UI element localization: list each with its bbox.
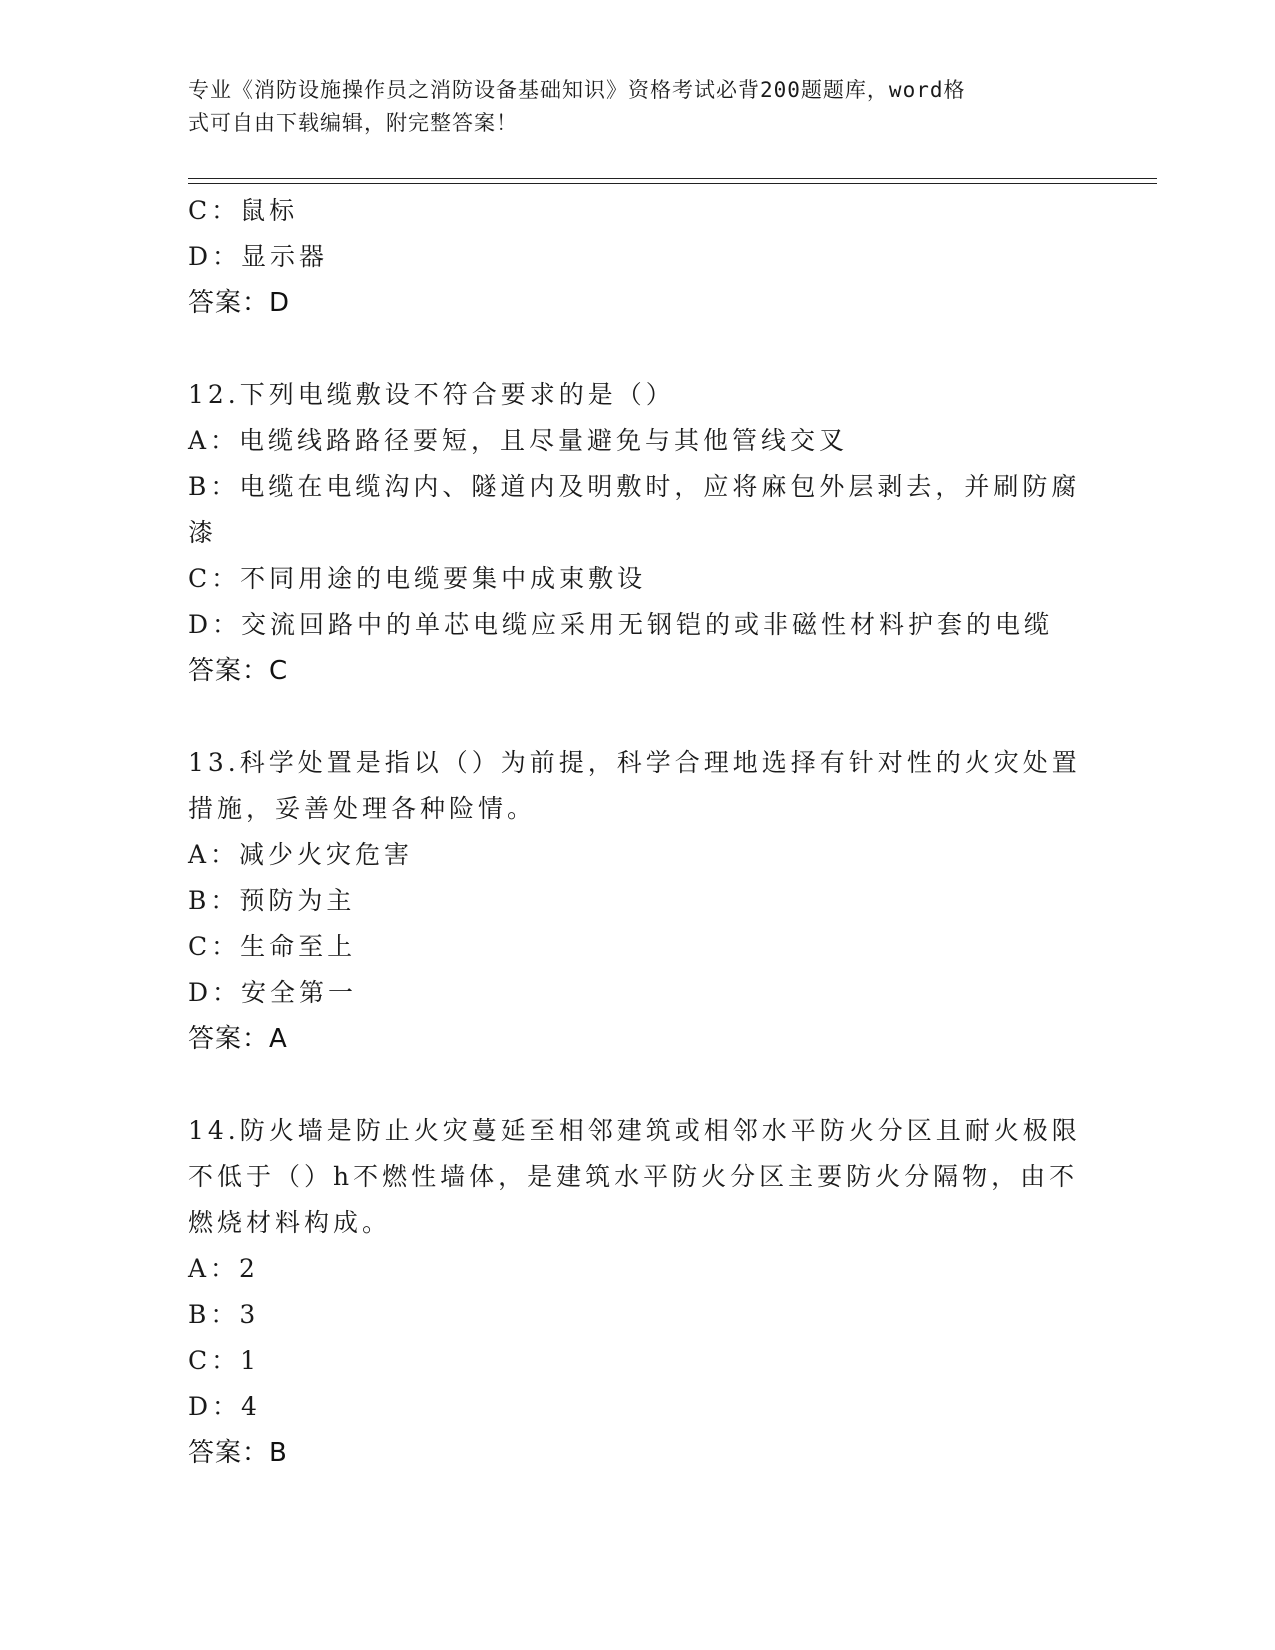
option-c: C：鼠标 xyxy=(188,196,299,225)
option-b: B：预防为主 xyxy=(188,886,356,915)
option-c: C：生命至上 xyxy=(188,932,357,961)
question-stem-continued: 燃烧材料构成。 xyxy=(188,1208,392,1237)
question-stem: 14.防火墙是防止火灾蔓延至相邻建筑或相邻水平防火分区且耐火极限 xyxy=(188,1116,1081,1145)
option-c: C：不同用途的电缆要集中成束敷设 xyxy=(188,564,647,593)
option-d: D：安全第一 xyxy=(188,978,358,1007)
question-stem-continued: 措施，妥善处理各种险情。 xyxy=(188,794,537,823)
question-12 xyxy=(188,372,1088,694)
option-b-continued: 漆 xyxy=(188,518,218,547)
option-b: B：3 xyxy=(188,1300,260,1329)
answer-line: 答案：A xyxy=(188,1024,288,1054)
question-stem: 13.科学处置是指以（）为前提，科学合理地选择有针对性的火灾处置 xyxy=(188,748,1081,777)
question-11-tail xyxy=(188,188,1088,326)
answer-line: 答案：D xyxy=(188,288,291,318)
header-line-1: 专业《消防设施操作员之消防设备基础知识》资格考试必背200题题库，word格 xyxy=(188,78,966,102)
question-13 xyxy=(188,740,1088,1062)
option-d: D：显示器 xyxy=(188,242,329,271)
question-content xyxy=(188,188,1088,1476)
question-14 xyxy=(188,1108,1088,1476)
option-a: A：2 xyxy=(188,1254,259,1283)
header-line-2: 式可自由下载编辑，附完整答案！ xyxy=(188,111,518,135)
option-d: D：4 xyxy=(188,1392,261,1421)
header-divider-top xyxy=(188,178,1157,179)
question-stem-continued: 不低于（）h不燃性墙体，是建筑水平防火分区主要防火分隔物，由不 xyxy=(188,1162,1079,1191)
spacer xyxy=(188,694,1088,740)
option-a: A：减少火灾危害 xyxy=(188,840,414,869)
answer-line: 答案：B xyxy=(188,1438,288,1468)
option-c: C：1 xyxy=(188,1346,261,1375)
spacer xyxy=(188,1062,1088,1108)
option-a: A：电缆线路路径要短，且尽量避免与其他管线交叉 xyxy=(188,426,849,455)
header-divider-bottom xyxy=(188,183,1157,184)
spacer xyxy=(188,326,1088,372)
question-stem: 12.下列电缆敷设不符合要求的是（） xyxy=(188,380,675,409)
option-d: D：交流回路中的单芯电缆应采用无钢铠的或非磁性材料护套的电缆 xyxy=(188,610,1054,639)
document-header xyxy=(188,74,1068,140)
answer-line: 答案：C xyxy=(188,656,289,686)
option-b: B：电缆在电缆沟内、隧道内及明敷时，应将麻包外层剥去，并刷防腐 xyxy=(188,472,1081,501)
